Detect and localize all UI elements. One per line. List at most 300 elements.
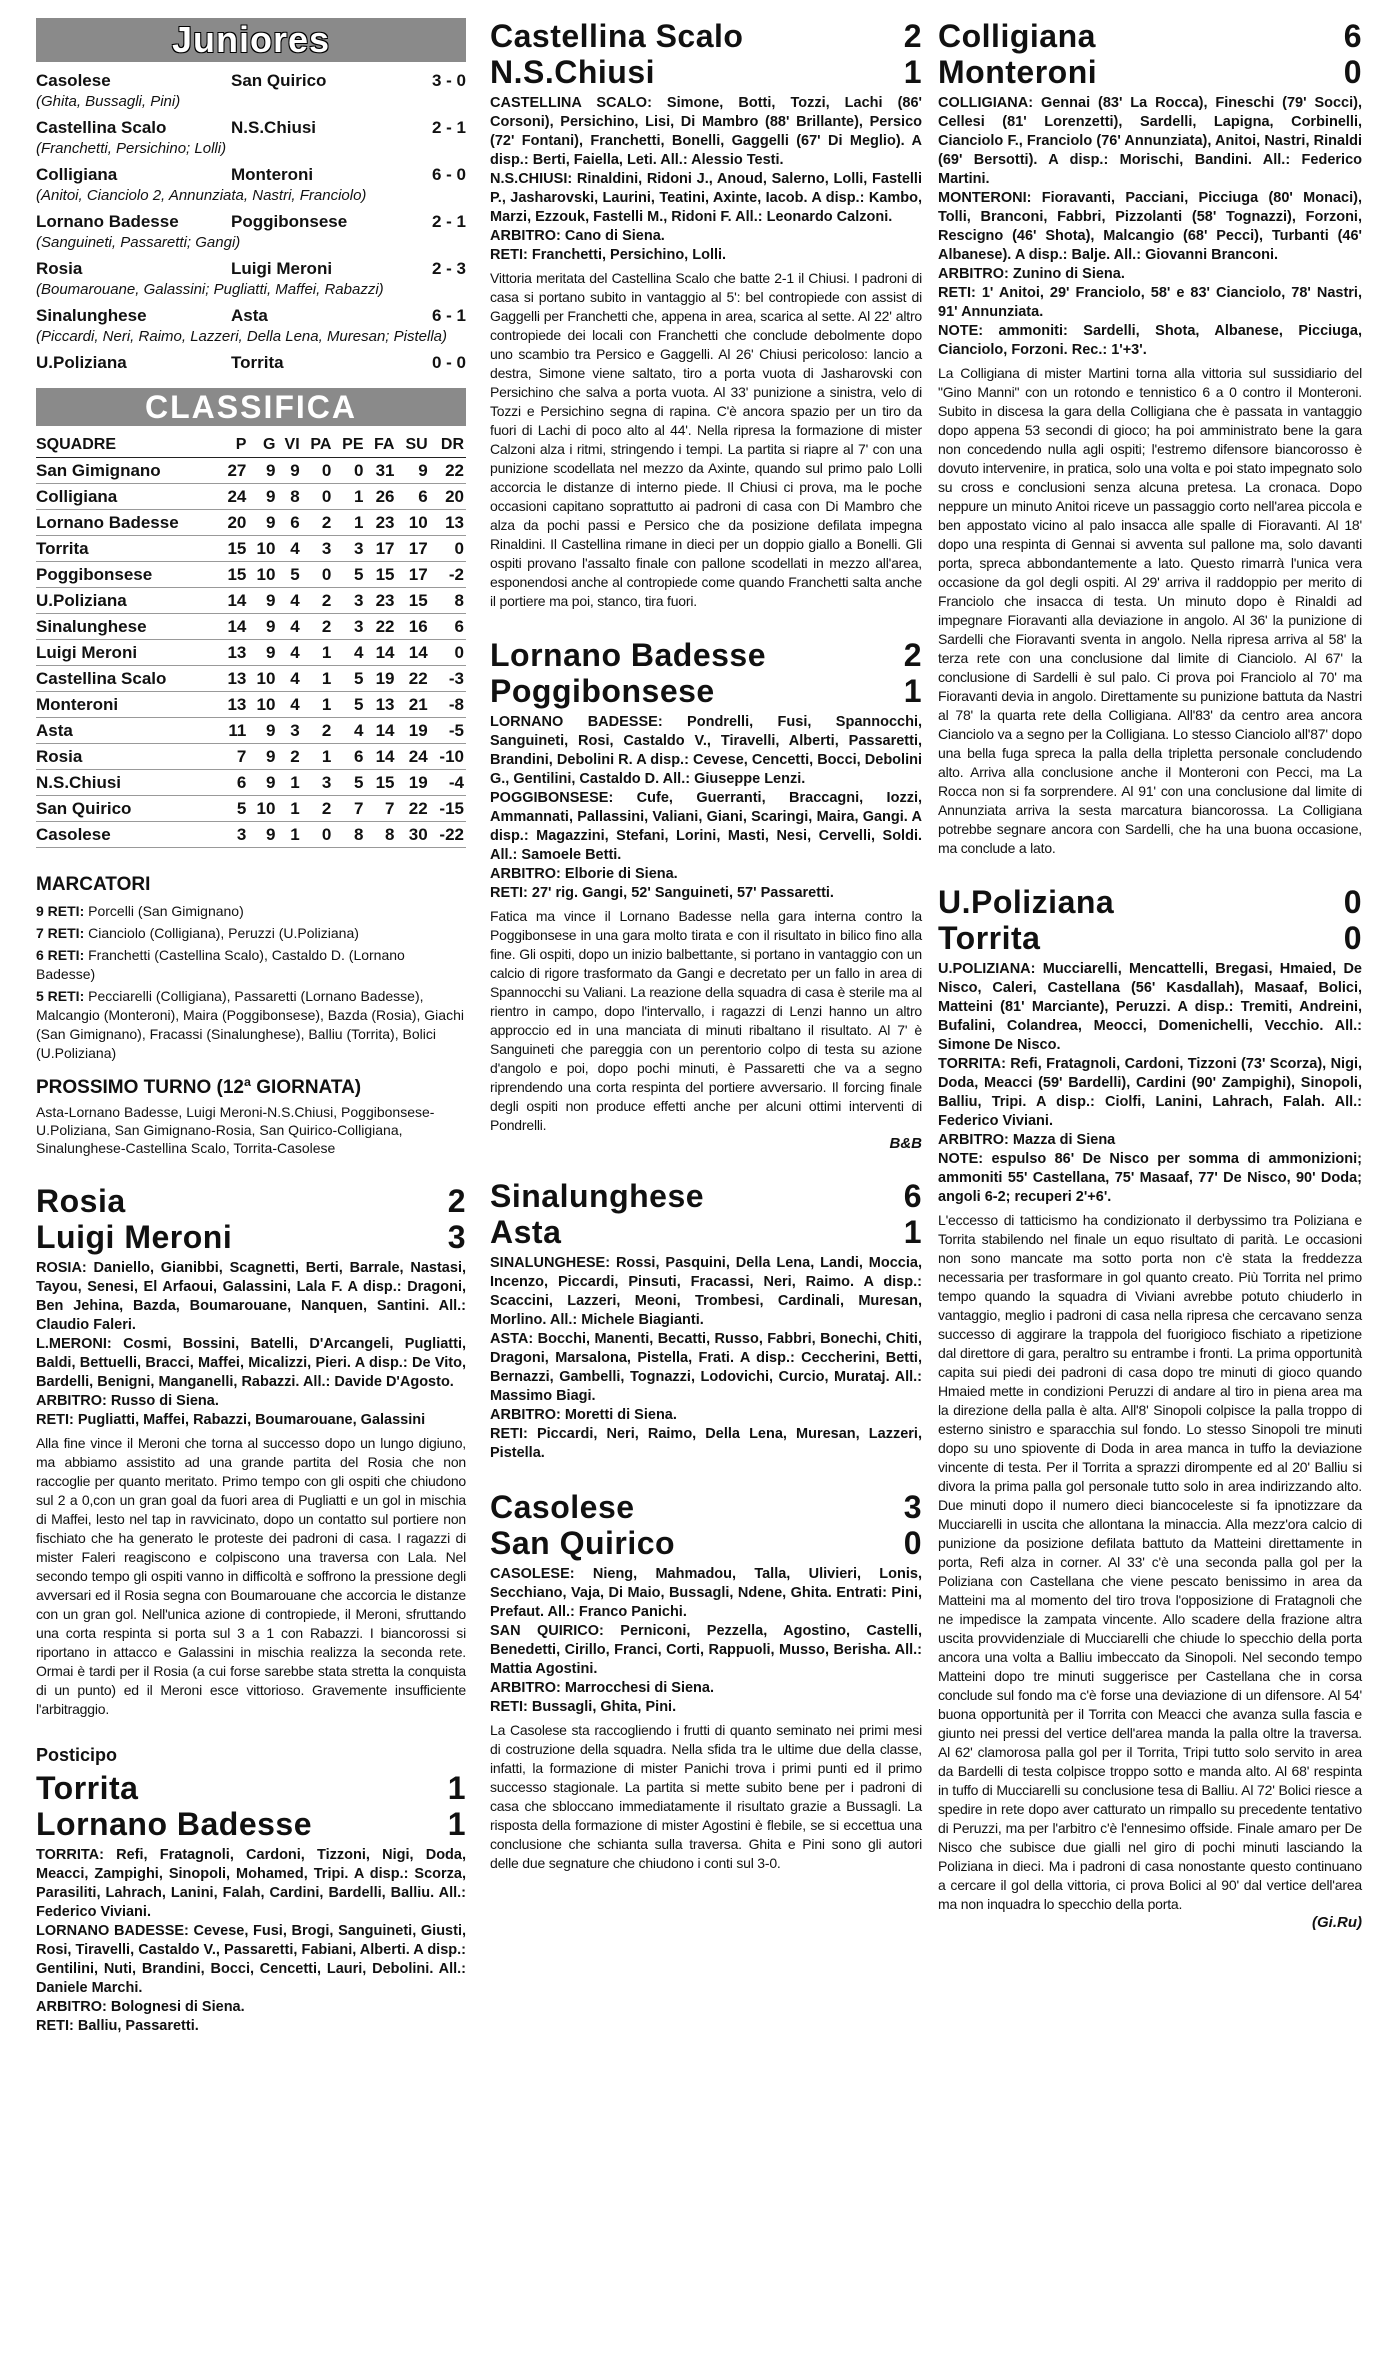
- match-home-line: [490, 1489, 922, 1525]
- result-scorers: (Anitoi, Cianciolo 2, Annunziata, Nastri, Franciolo): [36, 187, 367, 204]
- away-team: Luigi Meroni: [36, 1219, 233, 1255]
- standings-cell: 3: [354, 538, 364, 558]
- standings-row: [36, 718, 466, 744]
- standings-cell: 15: [375, 564, 395, 584]
- standings-row: [36, 822, 466, 848]
- team-name: San Quirico: [36, 798, 132, 818]
- standings-cell: 0: [454, 642, 464, 662]
- match-away-line: [490, 54, 922, 90]
- result-score: 6 - 0: [431, 165, 466, 184]
- lineup-paragraph: POGGIBONSESE: Cufe, Guerranti, Braccagni, Iozzi, Ammannati, Pallassini, Valiani, Giani, Scaringi, Maira, Gangi. A disp.: Magazzini, Stefani, Lorini, Masti, Nesi, Cervelli, Soldi. All.: Samoele Betti.: [490, 790, 922, 863]
- match-castellina-chiusi: [490, 18, 922, 611]
- match-home-line: [36, 1183, 466, 1219]
- standings-row: [36, 666, 466, 692]
- standings-cell: 9: [290, 460, 300, 480]
- standings-row: [36, 692, 466, 718]
- match-report: Fatica ma vince il Lornano Badesse nella gara interna contro la Poggibonsese in una gara molto tirata e con il risultato in bilico fino alla fine. Gli ospiti, dopo un inizio balbettante, si portano in vantaggio con un calcio di rigore trasformato da Gangi e decretato per un fallo in area di Spannocchi su Valiani. La reazione della squadra di casa è sterile ma al rientro in campo, dopo l'intervallo, i ragazzi di Lenzi hanno un altro approccio ed in una manciata di minuti ribaltano il risultato. Al 7' è Sanguineti che pareggia con un perentorio colpo di testa su azione d'angolo e poi, dopo pochi minuti, è Passaretti che va a segno riprendendo una corta respinta del portiere avversario. Il forcing finale degli ospiti non produce effetti anche per alcuni ottimi interventi di Pondrelli.: [490, 908, 922, 1133]
- standings-cell: 1: [354, 486, 364, 506]
- standings-cell: 6: [290, 512, 300, 532]
- team-name: Castellina Scalo: [36, 668, 167, 688]
- match-away-line: [490, 1214, 922, 1250]
- standings-cell: -5: [448, 720, 464, 740]
- lineup-paragraph: ARBITRO: Mazza di Siena: [938, 1132, 1116, 1148]
- standings-cell: 0: [321, 486, 332, 506]
- standings-cell: 2: [321, 512, 332, 532]
- match-torrita-lornano: [36, 1770, 466, 2036]
- result-away: Asta: [231, 306, 268, 325]
- standings-cell: 1: [290, 824, 300, 844]
- standings-cell: 17: [375, 538, 395, 558]
- team-name: Casolese: [36, 824, 111, 844]
- lineup-paragraph: CASTELLINA SCALO: Simone, Botti, Tozzi, Lachi (86' Corsoni), Persichino, Lisi, Di Mambro (88' Brillante), Persico (72' Fontani), Franchetti, Bonelli, Gaggelli (67' Di Meglio). A disp.: Berti, Faiella, Leti. All.: Alessio Testi.: [490, 95, 922, 168]
- home-team: Lornano Badesse: [490, 637, 767, 673]
- author-signature: (Gi.Ru): [1312, 1914, 1362, 1931]
- match-lineups: [36, 1846, 466, 2036]
- standings-cell: 11: [228, 720, 247, 740]
- match-away-line: [938, 920, 1362, 956]
- lineup-paragraph: ARBITRO: Zunino di Siena.: [938, 266, 1125, 282]
- lineup-paragraph: CASOLESE: Nieng, Mahmadou, Talla, Ulivieri, Lonis, Secchiano, Vaja, Di Maio, Bussagli, Ndene, Ghita. Entrati: Pini, Prefaut. All.: Franco Panichi.: [490, 1566, 922, 1620]
- standings-header-row: [36, 432, 466, 458]
- match-lineups: [490, 1565, 922, 1717]
- result-score: 3 - 0: [431, 71, 466, 90]
- standings-cell: 1: [354, 512, 364, 532]
- standings-cell: 9: [265, 512, 276, 532]
- match-home-line: [36, 1770, 466, 1806]
- match-report: Alla fine vince il Meroni che torna al successo dopo un lungo digiuno, ma abbiamo assistito ad una grande partita del Rosia che non raccoglie per quanto meritato. Primo tempo con gli ospiti che chiudono sul 2 a 0,con un gran goal da fuori area di Pugliatti e un gol in mischia di Maffei, lesto nel tap in ravvicinato, dopo un contatto sul portiere non fischiato che ha generato le proteste dei padroni di casa. I ragazzi di mister Faleri reagiscono e colpiscono una traversa con Lala. Nel secondo tempo gli ospiti vanno in difficoltà e soffrono la pressione degli avversari ed il Rosia segna con Boumarouane che accorcia le distanze con un gran gol. Nell'unica azione di contropiede, il Meroni, sfruttando una corta respinta si porta sul 3 a 1 con Rabazzi. I biancorossi si riportano in attacco e Galassini in mischia realizza la seconda rete. Ormai è tardi per il Rosia (a cui forse sarebbe stata stretta la conquista di un punto) ed il Meroni esce vittorioso. Gravemente insufficiente l'arbitraggio.: [36, 1435, 466, 1717]
- lineup-paragraph: L.MERONI: Cosmi, Bossini, Batelli, D'Arcangeli, Pugliatti, Baldi, Bettuelli, Bracci, Maffei, Micalizzi, Pieri. A disp.: De Vito, Bardelli, Benigni, Manganelli, Rabazzi. All.: Davide D'Agosto.: [36, 1336, 466, 1390]
- match-report: La Colligiana di mister Martini torna alla vittoria sul sussidiario del "Gino Manni" con un rotondo e tennistico 6 a 0 contro il Monteroni. Subito in discesa la gara della Colligiana che è passata in vantaggio dopo appena 53 secondi di gioco; ha poi amministrato bene la gara non concedendo nulla agli ospiti; l'estremo difensore biancorosso è dovuto intervenire, in pratica, solo una volta e poi stato impegnato solo su cross e conclusioni senza alcuna pretesa. La cronaca. Dopo neppure un minuto Anitoi riceve un passaggio corto nell'area piccola e ben appostato vicino al palo insacca alle spalle di Fioravanti. Al 18' dopo una respinta di Gennai si avventa sul pallone ma, solo davanti porta, spreca abbondantemente a lato. Questo rimarrà l'unica vera occasione da gol degli ospiti. Al 29' arriva il raddoppio per merito di Franciolo che insacca di testa. Un minuto dopo è Rinaldi ad impegnare Fioravanti alla deviazione in angolo. Al 36' la punizione di Sardelli che Fioravanti sventa in angolo. Nella ripresa arriva al 58' la terza rete con una conclusione dal limite di Cianciolo. Al 67' la conclusione di Sardelli è sul palo. Ci prova poi Franciolo al 70' ma Fioravanti devia in angolo. Direttamente su punizione battuta da Nastri al 78' la quarta rete della Colligiana. All'83' da centro area ancora Cianciolo va a segno per la Colligiana. Lo stesso Cianciolo all'87' dopo una bella fuga spreca la palla della tripletta personale concludendo alto. Arriva alla conclusione anche il Monteroni con Pecci, ma La Rocca non si fa sorprendere. Al 91' con una conclusione dal limite di Annunziata arriva la sesta marcatura biancorossa. La Colligiana potrebbe segnare ancora con Sardelli, che ha una buona occasione, ma conclude a lato.: [938, 365, 1362, 856]
- standings-cell: 15: [375, 772, 395, 792]
- marcatori-title: MARCATORI: [36, 874, 151, 895]
- lineup-paragraph: RETI: Balliu, Passaretti.: [36, 2018, 199, 2034]
- result-score: 2 - 1: [431, 212, 466, 231]
- standings-cell: 0: [321, 460, 332, 480]
- marcatori-goals: 5 RETI:: [36, 988, 85, 1004]
- team-name: N.S.Chiusi: [36, 772, 122, 792]
- match-sinalunghese-asta: [490, 1178, 922, 1463]
- standings-cell: 4: [290, 642, 300, 662]
- classifica-header: CLASSIFICA: [36, 388, 466, 426]
- result-away: N.S.Chiusi: [231, 118, 317, 137]
- standings-cell: 19: [408, 772, 428, 792]
- result-scorers: (Franchetti, Persichino; Lolli): [36, 140, 227, 157]
- standings-row: [36, 458, 466, 484]
- standings-cell: 3: [236, 824, 247, 844]
- standings-cell: -2: [448, 564, 464, 584]
- result-away: San Quirico: [231, 71, 327, 90]
- team-name: Rosia: [36, 746, 83, 766]
- standings-cell: 9: [265, 720, 276, 740]
- standings-cell: 10: [256, 798, 276, 818]
- standings-cell: 20: [445, 486, 464, 506]
- team-name: Monteroni: [36, 694, 119, 714]
- standings-cell: 14: [375, 720, 395, 740]
- match-away-line: [36, 1806, 466, 1842]
- standings-cell: 10: [256, 538, 276, 558]
- standings-cell: 1: [321, 746, 332, 766]
- standings-cell: 2: [290, 746, 300, 766]
- team-name: Poggibonsese: [36, 564, 153, 584]
- standings-col-header: SQUADRE: [36, 432, 219, 458]
- marcatori-names: Cianciolo (Colligiana), Peruzzi (U.Poliziana): [88, 925, 359, 941]
- match-away-line: [490, 1525, 922, 1561]
- standings-cell: 9: [265, 772, 276, 792]
- marcatori-line: [36, 946, 466, 984]
- standings-cell: 22: [408, 668, 428, 688]
- lineup-paragraph: LORNANO BADESSE: Pondrelli, Fusi, Spannocchi, Sanguineti, Rosi, Castaldo V., Tiravelli, Alberti, Passaretti, Brandini, Debolini R. A disp.: Cevese, Cencetti, Bocci, Debolini G., Gentilini, Castaldo D. All.: Giuseppe Lenzi.: [490, 714, 922, 787]
- home-goals: 0: [1343, 884, 1362, 920]
- match-casolese-sanquirico: [490, 1489, 922, 1873]
- home-team: Torrita: [36, 1770, 139, 1806]
- marcatori-line: [36, 924, 466, 943]
- marcatori-goals: 7 RETI:: [36, 925, 85, 941]
- standings-cell: 1: [290, 772, 300, 792]
- result-score: 2 - 1: [431, 118, 466, 137]
- lineup-paragraph: MONTERONI: Fioravanti, Pacciani, Picciuga (80' Monaci), Tolli, Branconi, Fabbri, Pizzolanti (58' Tognazzi), Forzoni, Rescigno (46' Shota), Malcangio (68' Pecci), Turbanti (46' Albanese). A disp.: Balje. All.: Giovanni Branconi.: [938, 190, 1362, 263]
- standings-cell: 14: [375, 642, 395, 662]
- result-score: 6 - 1: [431, 306, 466, 325]
- standings-col-header: FA: [366, 432, 397, 458]
- standings-cell: 6: [354, 746, 364, 766]
- standings-cell: 4: [290, 668, 300, 688]
- standings-col-header: G: [248, 432, 277, 458]
- lineup-paragraph: ASTA: Bocchi, Manenti, Becatti, Russo, Fabbri, Bonechi, Chiti, Dragoni, Marsalona, Pistella, Frati. A disp.: Ceccherini, Betti, Bernazzi, Gambelli, Tognazzi, Lodovichi, Curcio, Murataj. All.: Massimo Biagi.: [490, 1331, 922, 1404]
- standings-cell: 15: [227, 564, 247, 584]
- home-goals: 3: [903, 1489, 922, 1525]
- standings-cell: -4: [448, 772, 464, 792]
- standings-cell: 9: [265, 460, 276, 480]
- lineup-paragraph: RETI: Franchetti, Persichino, Lolli.: [490, 247, 727, 263]
- standings-cell: -10: [439, 746, 464, 766]
- standings-row: [36, 640, 466, 666]
- standings-cell: -3: [448, 668, 464, 688]
- standings-cell: 4: [290, 538, 300, 558]
- column-left: [36, 18, 466, 2062]
- standings-cell: 9: [265, 642, 276, 662]
- result-row: [36, 117, 466, 139]
- team-name: Luigi Meroni: [36, 642, 138, 662]
- result-row: [36, 211, 466, 233]
- marcatori-goals: 6 RETI:: [36, 947, 85, 963]
- match-home-line: [938, 18, 1362, 54]
- result-home: Sinalunghese: [36, 306, 147, 325]
- standings-cell: 21: [408, 694, 428, 714]
- lineup-paragraph: NOTE: ammoniti: Sardelli, Shota, Albanese, Picciuga, Cianciolo, Forzoni. Rec.: 1'+3'.: [938, 323, 1362, 358]
- standings-cell: 19: [375, 668, 395, 688]
- standings-cell: 2: [321, 616, 332, 636]
- result-scorers: (Ghita, Bussagli, Pini): [36, 93, 181, 110]
- result-scorers: (Sanguineti, Passaretti; Gangi): [36, 234, 241, 251]
- away-goals: 3: [447, 1219, 466, 1255]
- standings-cell: 1: [321, 694, 332, 714]
- lineup-paragraph: N.S.CHIUSI: Rinaldini, Ridoni J., Anoud, Salerno, Lolli, Fastelli P., Jasharovski, Laurini, Teatini, Axinte, Iacob. A disp.: Kambo, Marzi, Ezzouk, Fastelli M., Ridoni F. All.: Leonardo Calzoni.: [490, 171, 922, 225]
- standings-cell: 13: [227, 668, 247, 688]
- standings-cell: 22: [375, 616, 395, 636]
- standings-cell: 4: [290, 616, 300, 636]
- standings-col-header: DR: [430, 432, 466, 458]
- standings-cell: 9: [265, 824, 276, 844]
- standings-cell: 3: [290, 720, 300, 740]
- standings-cell: 8: [454, 590, 464, 610]
- standings-cell: 7: [385, 798, 395, 818]
- result-away: Luigi Meroni: [231, 259, 333, 278]
- standings-cell: 23: [375, 590, 395, 610]
- away-goals: 1: [903, 1214, 922, 1250]
- standings-row: [36, 796, 466, 822]
- away-team: Lornano Badesse: [36, 1806, 313, 1842]
- result-score: 0 - 0: [431, 353, 466, 372]
- prossimo-turno-list: Asta-Lornano Badesse, Luigi Meroni-N.S.Chiusi, Poggibonsese-U.Poliziana, San Gimignano-Rosia, San Quirico-Colligiana, Sinalunghese-Castellina Scalo, Torrita-Casolese: [36, 1104, 435, 1156]
- match-lineups: [490, 713, 922, 903]
- home-team: Sinalunghese: [490, 1178, 705, 1214]
- lineup-paragraph: ARBITRO: Cano di Siena.: [490, 228, 665, 244]
- author-signature: B&B: [889, 1135, 922, 1152]
- marcatori-names: Franchetti (Castellina Scalo), Castaldo D. (Lornano Badesse): [36, 947, 405, 982]
- result-home: Castellina Scalo: [36, 118, 167, 137]
- home-team: Castellina Scalo: [490, 18, 744, 54]
- standings-cell: 7: [236, 746, 247, 766]
- result-row: [36, 352, 466, 374]
- lineup-paragraph: RETI: 27' rig. Gangi, 52' Sanguineti, 57' Passaretti.: [490, 885, 834, 901]
- standings-cell: -15: [439, 798, 464, 818]
- standings-cell: 15: [408, 590, 428, 610]
- away-team: N.S.Chiusi: [490, 54, 656, 90]
- team-name: Sinalunghese: [36, 616, 147, 636]
- standings-cell: 15: [227, 538, 247, 558]
- match-lornano-poggibonsese: [490, 637, 922, 1152]
- lineup-paragraph: TORRITA: Refi, Fratagnoli, Cardoni, Tizzoni, Nigi, Doda, Meacci, Zampighi, Sinopoli, Mohamed, Tripi. A disp.: Scorza, Parasiliti, Lahrach, Lanini, Falah, Cardini, Bardelli, Balliu. All.: Federico Viviani.: [36, 1847, 466, 1920]
- match-lineups: [938, 94, 1362, 360]
- result-row: [36, 164, 466, 186]
- result-score: 2 - 3: [431, 259, 466, 278]
- standings-cell: 1: [321, 642, 332, 662]
- standings-cell: 5: [354, 772, 364, 792]
- team-name: Torrita: [36, 538, 89, 558]
- standings-cell: 2: [321, 798, 332, 818]
- juniores-header: Juniores: [36, 18, 466, 62]
- standings-cell: 5: [354, 564, 364, 584]
- standings-cell: 8: [354, 824, 364, 844]
- match-report: L'eccesso di tatticismo ha condizionato il derbyssimo tra Poliziana e Torrita stabilendo nel finale un equo risultato di parità. Le occasioni non sono mancate ma sotto porta non c'è stata la freddezza necessaria per trasformare in gol quanto creato. Più Torrita nel primo tempo quando la squadra di Viviani avrebbe potuto chiuderlo in vantaggio, meglio i padroni di casa nella ripresa che cercavano senza successo di aggirare la trappola del fuorigioco fischiato a ripetizione dal direttore di gara, peraltro su entrambe i fronti. La prima opportunità capita sui piedi dei padroni di casa dopo tre minuti di gioco quando Hmaied mette in condizioni Peruzzi di andare al tiro in piena area ma la direzione della palla è alta. All'8' Sinopoli colpisce la palla troppo di esterno sinistro e sparacchia sul fondo. Lo stesso Sinopoli tre minuti dopo su uno spiovente di Doda in area manca in tuffo la deviazione vincente di testa. Per il Torrita a sprazzi dirompente ed al 20' Balliu si divora la prima palla gol personale tutto solo in area indirizzando alto. Due minuti dopo il numero dieci biancoceleste si fa ipnotizzare da Mucciarelli in uscita che allontana la minaccia. Alla mezz'ora calcio di punizione da posizione defilata battuto da Matteini direttamente in porta, Refi alza in corner. Al 33' c'è una seconda palla gol per la Poliziana con Castellana che viene pescato benissimo in area da Matteini ma al momento del tiro trova l'opposizione di Fratagnoli che ne impedisce la zampata vincente. Allo scadere della frazione altra uscita provvidenziale di Mucciarelli che chiude lo specchio della porta ancora una volta a Balliu imbeccato da Sinopoli. Nel secondo tempo Matteini dopo tre minuti suggerisce per Castellana che in corsa conclude sul fondo ma c'è forse una deviazione di un difensore. Al 54' buona opportunità per il Torrita con Meacci che avanza sulla fascia e giunto nei pressi del vertice dell'area manda la palla oltre la traversa. Al 62' clamorosa palla gol per il Torrita, Tripi tutto solo servito in area da Bardelli di testa colpisce troppo sotto e manda alto. Al 68' respinta in tuffo di Mucciarelli su conclusione tesa di Balliu. Al 72' Bolici riesce a spedire in rete dopo aver catturato un rimpallo su precedente tentativo di Peruzzi, ma per l'arbitro c'è l'ennesimo offside. Finale amaro per De Nisco che subisce due gialli nel giro di pochi minuti lasciando la Poliziana in dieci. Ma i padroni di casa nonostante questo continuano a cercare il gol della vittoria, ci prova Bolici al 90' dal vertice dell'area ma non inquadra lo specchio della porta.: [938, 1212, 1362, 1912]
- marcatori-line: [36, 902, 466, 921]
- match-home-line: [490, 1178, 922, 1214]
- standings-cell: 1: [290, 798, 300, 818]
- away-team: Poggibonsese: [490, 673, 715, 709]
- standings-col-header: PA: [302, 432, 334, 458]
- marcatori-list: [36, 902, 466, 1063]
- team-name: U.Poliziana: [36, 590, 127, 610]
- marcatori-line: [36, 987, 466, 1063]
- lineup-paragraph: COLLIGIANA: Gennai (83' La Rocca), Fineschi (79' Socci), Cellesi (81' Lorenzetti), Sardelli, Lapigna, Corbinelli, Cianciolo F., Franciolo (76' Annunziata), Anitoi, Nastri, Rinaldi (69' Bersotti). A disp.: Morischi, Bandini. All.: Federico Martini.: [938, 95, 1362, 187]
- team-name: Asta: [36, 720, 73, 740]
- match-report: La Casolese sta raccogliendo i frutti di quanto seminato nei primi mesi di costruzione della squadra. Nella sfida tra le ultime due della classe, infatti, la formazione di mister Panichi trova i primi punti ed il primo successo stagionale. La partita si mette subito bene per i padroni di casa che sbloccano immediatamente il risultato grazie a Bussagli. La risposta della formazione di mister Agostini è flebile, se si eccettua una conclusione che schianta sulla traversa. Ghita e Pini sono gli autori delle due segnature che chiudono i conti sul 3-0.: [490, 1722, 922, 1871]
- standings-cell: 31: [375, 460, 395, 480]
- standings-cell: 6: [418, 486, 428, 506]
- standings-cell: 0: [354, 460, 364, 480]
- standings-cell: 2: [321, 590, 332, 610]
- match-home-line: [490, 637, 922, 673]
- lineup-paragraph: ARBITRO: Marrocchesi di Siena.: [490, 1680, 714, 1696]
- away-goals: 0: [903, 1525, 922, 1561]
- result-away: Torrita: [231, 353, 284, 372]
- result-row: [36, 305, 466, 327]
- result-scorers: (Boumarouane, Galassini; Pugliatti, Maffei, Rabazzi): [36, 281, 384, 298]
- standings-cell: 0: [321, 824, 332, 844]
- standings-cell: 7: [354, 798, 364, 818]
- standings-cell: 14: [227, 590, 247, 610]
- lineup-paragraph: ROSIA: Daniello, Gianibbi, Scagnetti, Berti, Barrale, Nastasi, Tayou, Senesi, El Arfaoui, Galassini, Lala F. A disp.: Dragoni, Ben Jehina, Bazda, Boumarouane, Nanquen, Santini. All.: Claudio Faleri.: [36, 1260, 466, 1333]
- column-center: [490, 18, 922, 1899]
- result-home: Casolese: [36, 71, 111, 90]
- lineup-paragraph: TORRITA: Refi, Fratagnoli, Cardoni, Tizzoni (73' Scorza), Nigi, Doda, Meacci (59' Bardelli), Cardini (90' Zampighi), Sinopoli, Balliu, Tripi. A disp.: Ciolfi, Lanini, Lahrach, Falah. All.: Federico Viviani.: [938, 1056, 1362, 1129]
- lineup-paragraph: ARBITRO: Bolognesi di Siena.: [36, 1999, 245, 2015]
- team-name: Colligiana: [36, 486, 118, 506]
- lineup-paragraph: RETI: Piccardi, Neri, Raimo, Della Lena, Muresan, Lazzeri, Pistella.: [490, 1426, 922, 1461]
- standings-cell: 3: [354, 616, 364, 636]
- team-name: Lornano Badesse: [36, 512, 179, 532]
- standings-row: [36, 484, 466, 510]
- standings-row: [36, 744, 466, 770]
- match-colligiana-monteroni: [938, 18, 1362, 858]
- standings-cell: 24: [408, 746, 428, 766]
- match-away-line: [490, 673, 922, 709]
- away-goals: 0: [1343, 920, 1362, 956]
- standings-cell: 6: [454, 616, 464, 636]
- result-home: Lornano Badesse: [36, 212, 179, 231]
- home-goals: 6: [1343, 18, 1362, 54]
- standings-body: [36, 458, 466, 848]
- standings-cell: 14: [408, 642, 428, 662]
- standings-cell: 22: [408, 798, 428, 818]
- home-goals: 2: [903, 637, 922, 673]
- standings-cell: 13: [445, 512, 464, 532]
- match-away-line: [938, 54, 1362, 90]
- home-goals: 6: [903, 1178, 922, 1214]
- standings-cell: 10: [256, 668, 276, 688]
- standings-cell: 9: [418, 460, 428, 480]
- standings-cell: 10: [256, 564, 276, 584]
- away-goals: 1: [447, 1806, 466, 1842]
- result-home: Rosia: [36, 259, 83, 278]
- away-team: Asta: [490, 1214, 562, 1250]
- lineup-paragraph: RETI: Pugliatti, Maffei, Rabazzi, Boumarouane, Galassini: [36, 1412, 426, 1428]
- standings-cell: 5: [354, 668, 364, 688]
- marcatori-names: Porcelli (San Gimignano): [88, 903, 244, 919]
- standings-cell: 13: [375, 694, 395, 714]
- standings-col-header: SU: [396, 432, 429, 458]
- prossimo-turno-title: PROSSIMO TURNO (12ª GIORNATA): [36, 1077, 362, 1098]
- standings-cell: 4: [290, 694, 300, 714]
- standings-row: [36, 536, 466, 562]
- standings-cell: 4: [354, 720, 364, 740]
- posticipo-label: Posticipo: [36, 1745, 118, 1765]
- standings-table: [36, 432, 466, 848]
- lineup-paragraph: ARBITRO: Russo di Siena.: [36, 1393, 219, 1409]
- match-lineups: [36, 1259, 466, 1430]
- match-home-line: [938, 884, 1362, 920]
- lineup-paragraph: ARBITRO: Elborie di Siena.: [490, 866, 678, 882]
- standings-cell: 8: [290, 486, 300, 506]
- standings-cell: 9: [265, 616, 276, 636]
- match-report: Vittoria meritata del Castellina Scalo che batte 2-1 il Chiusi. I padroni di casa si portano subito in vantaggio al 5': bel contropiede con assist di Gaggelli per Franchetti che, appena in area, scarica al sette. Al 22' altro contropiede dei locali con Franchetti che conclude debolmente dopo uno scambio tra Persico e Gaggelli. Al 26' Chiusi pericoloso: lancio a destra, Simone viene saltato, tiro a porta vuota di Jasharovski con Persichino che salva a porta vuota. Al 33' punizione a sinistra, velo di Tozzi e Persichino segna di rapina. C'è ancora spazio per un tiro da fuori di Lachi di poco alto al 44'. Nella ripresa la formazione di mister Calzoni alza i ritmi, stringendo i tempi. La partita si riapre al 7' con una punizione scodellata nel mezzo da Axinte, quando sul primo palo Lolli accorcia le distanze di interno piede. Il Chiusi ci prova, ma le poche occasioni capitano soprattutto ai padroni di casa con Di Mambro che alza da pochi passi e Persico che da posizione defilata impegna Rinaldini. Il Castellina rimane in dieci per un doppio giallo a Bonelli. Gli ospiti provano l'assalto finale con pallone scodellati in mezzo all'area, esponendosi anche al contropiede come quando Franchetti salta anche il portiere ma poi, stanco, tira fuori.: [490, 270, 922, 609]
- result-home: U.Poliziana: [36, 353, 127, 372]
- standings-cell: 3: [321, 772, 332, 792]
- away-team: San Quirico: [490, 1525, 676, 1561]
- standings-cell: 14: [375, 746, 395, 766]
- result-away: Monteroni: [231, 165, 314, 184]
- standings-cell: 9: [265, 590, 276, 610]
- lineup-paragraph: SAN QUIRICO: Perniconi, Pezzella, Agostino, Castelli, Benedetti, Cirillo, Franci, Corti, Rappuoli, Musso, Berisha. All.: Mattia Agostini.: [490, 1623, 922, 1677]
- home-team: Colligiana: [938, 18, 1096, 54]
- standings-cell: 22: [445, 460, 464, 480]
- team-name: San Gimignano: [36, 460, 161, 480]
- result-row: [36, 258, 466, 280]
- result-home: Colligiana: [36, 165, 118, 184]
- match-away-line: [36, 1219, 466, 1255]
- home-goals: 2: [903, 18, 922, 54]
- result-row: [36, 70, 466, 92]
- standings-cell: 10: [256, 694, 276, 714]
- standings-cell: 5: [290, 564, 300, 584]
- standings-cell: 1: [321, 668, 332, 688]
- standings-cell: 5: [354, 694, 364, 714]
- standings-cell: 19: [408, 720, 428, 740]
- lineup-paragraph: ARBITRO: Moretti di Siena.: [490, 1407, 677, 1423]
- column-right: [938, 18, 1362, 1957]
- standings-cell: 6: [236, 772, 247, 792]
- standings-cell: 10: [408, 512, 428, 532]
- match-lineups: [490, 94, 922, 265]
- lineup-paragraph: SINALUNGHESE: Rossi, Pasquini, Della Lena, Landi, Moccia, Incenzo, Piccardi, Pinsuti, Fracassi, Neri, Raimo. A disp.: Scaccini, Lazzeri, Meoni, Trombesi, Cardinali, Muresan, Morlino. All.: Michele Biagianti.: [490, 1255, 922, 1328]
- standings-cell: 3: [321, 538, 332, 558]
- match-lineups: [490, 1254, 922, 1463]
- standings-row: [36, 770, 466, 796]
- result-scorers: (Piccardi, Neri, Raimo, Lazzeri, Della Lena, Muresan; Pistella): [36, 328, 447, 345]
- standings-row: [36, 562, 466, 588]
- standings-cell: 9: [265, 746, 276, 766]
- home-goals: 1: [447, 1770, 466, 1806]
- away-team: Monteroni: [938, 54, 1098, 90]
- lineup-paragraph: U.POLIZIANA: Mucciarelli, Mencattelli, Bregasi, Hmaied, De Nisco, Caleri, Castellana (56' Kasdallah), Masaaf, Bolici, Matteini (81' Marciante), Peruzzi. A disp.: Tremiti, Andreini, Bufalini, Colandrea, Meocci, Domenichelli, Vecchio. All.: Simone De Nisco.: [938, 961, 1362, 1053]
- standings-cell: 13: [227, 642, 247, 662]
- standings-cell: 17: [408, 538, 428, 558]
- away-goals: 0: [1343, 54, 1362, 90]
- standings-cell: 26: [375, 486, 395, 506]
- home-team: Rosia: [36, 1183, 126, 1219]
- standings-cell: -22: [439, 824, 464, 844]
- home-goals: 2: [447, 1183, 466, 1219]
- standings-cell: -8: [448, 694, 464, 714]
- standings-cell: 4: [290, 590, 300, 610]
- standings-row: [36, 588, 466, 614]
- standings-cell: 5: [236, 798, 247, 818]
- results-list: [36, 70, 466, 374]
- standings-col-header: P: [219, 432, 248, 458]
- standings-cell: 0: [321, 564, 332, 584]
- lineup-paragraph: RETI: 1' Anitoi, 29' Franciolo, 58' e 83' Cianciolo, 78' Nastri, 91' Annunziata.: [938, 285, 1362, 320]
- standings-cell: 24: [227, 486, 247, 506]
- standings-cell: 17: [408, 564, 428, 584]
- away-goals: 1: [903, 54, 922, 90]
- standings-cell: 20: [227, 512, 247, 532]
- standings-cell: 2: [321, 720, 332, 740]
- match-rosia-meroni: [36, 1183, 466, 1719]
- home-team: U.Poliziana: [938, 884, 1115, 920]
- standings-cell: 0: [454, 538, 464, 558]
- standings-cell: 30: [408, 824, 428, 844]
- away-team: Torrita: [938, 920, 1041, 956]
